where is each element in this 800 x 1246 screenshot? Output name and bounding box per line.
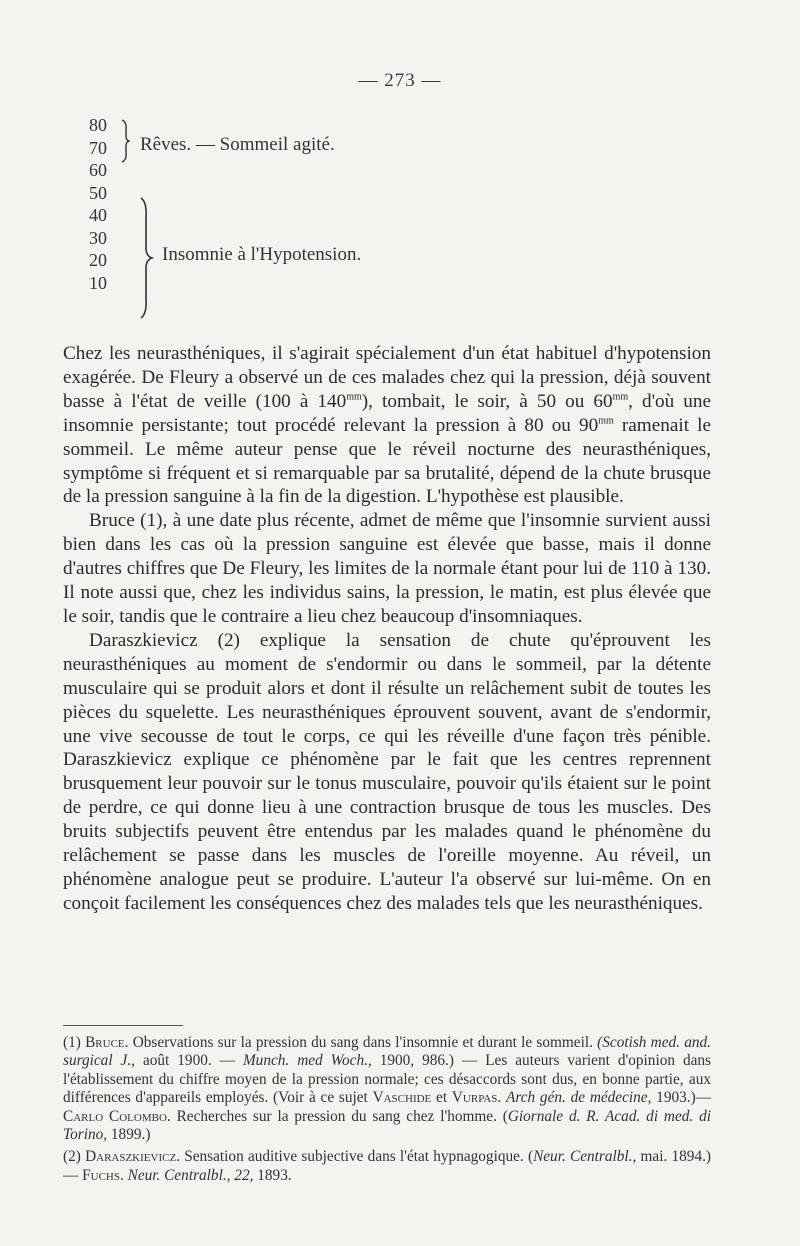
state-label-dreams: Rêves. — Sommeil agité. <box>140 134 335 155</box>
scale-value: 40 <box>89 205 107 225</box>
scale-value: 20 <box>89 250 107 270</box>
footnote: (1) Bruce. Observations sur la pression du sang dans l'insomnie et durant le sommeil. (Scotish med. and. surgical J., août 1900. — Munch. med Woch., 1900, 986.) — Les auteurs varient d'opinion dans l'établissement du chiffre moyen de la pression normale; ces désaccords sont dus, en bonne partie, aux différences d'appareils employés. (Voir à ce sujet Vaschide et Vurpas. Arch gén. de médecine, 1903.)— Carlo Colombo. Recherches sur la pression du sang chez l'homme. (Giornale d. R. Acad. di med. di Torino, 1899.) <box>63 1034 711 1144</box>
scale-value: 30 <box>89 227 107 248</box>
state-label-insomnia: Insomnie à l'Hypotension. <box>162 244 362 265</box>
pressure-scale <box>78 114 118 294</box>
brace-icon <box>120 118 130 164</box>
paragraph: Daraszkievicz (2) explique la sensation de chute qu'éprouvent les neurasthéniques au moment de s'endormir ou dans le sommeil, par la détente musculaire qui se produit alors et dont il résulte un relâchement subit de toutes les pièces du squelette. Les neurasthéniques éprouvent souvent, avant de s'endormir, une vive secousse de tout le corps, ce qui les réveille d'une façon très pénible. Daraszkievicz explique ce phénomène par le fait que les centres reprennent brusquement leur pouvoir sur le tonus musculaire, pouvoir qu'ils étaient sur le point de perdre, ce qui donne lieu à une contraction brusque de tous les muscles. Des bruits subjectifs peuvent être entendus par les malades quand le phénomène du relâchement se passe dans les muscles de l'oreille moyenne. Au réveil, un phénomène analogue peut se produire. L'auteur l'a observé sur lui-même. On en conçoit facilement les conséquences chez des malades tels que les neurasthéniques. <box>63 629 711 914</box>
scale-value: 50 <box>89 182 107 203</box>
footnotes <box>63 1034 711 1189</box>
scale-value: 70 <box>89 137 107 158</box>
brace-icon <box>138 196 154 320</box>
body-text <box>63 342 711 916</box>
scale-value: 80 <box>89 115 107 135</box>
scale-value: 60 <box>89 160 107 180</box>
paragraph: Bruce (1), à une date plus récente, admet de même que l'insomnie survient aussi bien dans les cas où la pression sanguine est élevée que basse, mais il donne d'autres chiffres que De Fleury, les limites de la normale étant pour lui de 110 à 130. Il note aussi que, chez les individus sains, la pression, le matin, est plus élevée que le soir, tandis que le contraire a lieu chez beaucoup d'insomniaques. <box>63 510 711 627</box>
footnote: (2) Daraszkievicz. Sensation auditive subjective dans l'état hypnagogique. (Neur. Centralbl., mai. 1894.) — Fuchs. Neur. Centralbl., 22, 1893. <box>63 1148 712 1184</box>
page-number: — 273 — <box>358 70 442 91</box>
footnote-divider <box>63 1025 183 1026</box>
paragraph: Chez les neurasthéniques, il s'agirait spécialement d'un état habituel d'hypotension exagérée. De Fleury a observé un de ces malades chez qui la pression, déjà souvent basse à l'état de veille (100 à $140^{mm}$), tombait, le soir, à 50 ou $60^{mm}$, d'où une insomnie persistante; tout procédé relevant la pression à 80 ou $90^{mm}$ ramenait le sommeil. Le même auteur pense que le réveil nocturne des neurasthéniques, symptôme si fréquent et si remarquable par sa brutalité, dépend de la chute brusque de la pression sanguine à la fin de la digestion. L'hypothèse est plausible. <box>63 343 711 508</box>
scale-value: 10 <box>89 272 107 293</box>
